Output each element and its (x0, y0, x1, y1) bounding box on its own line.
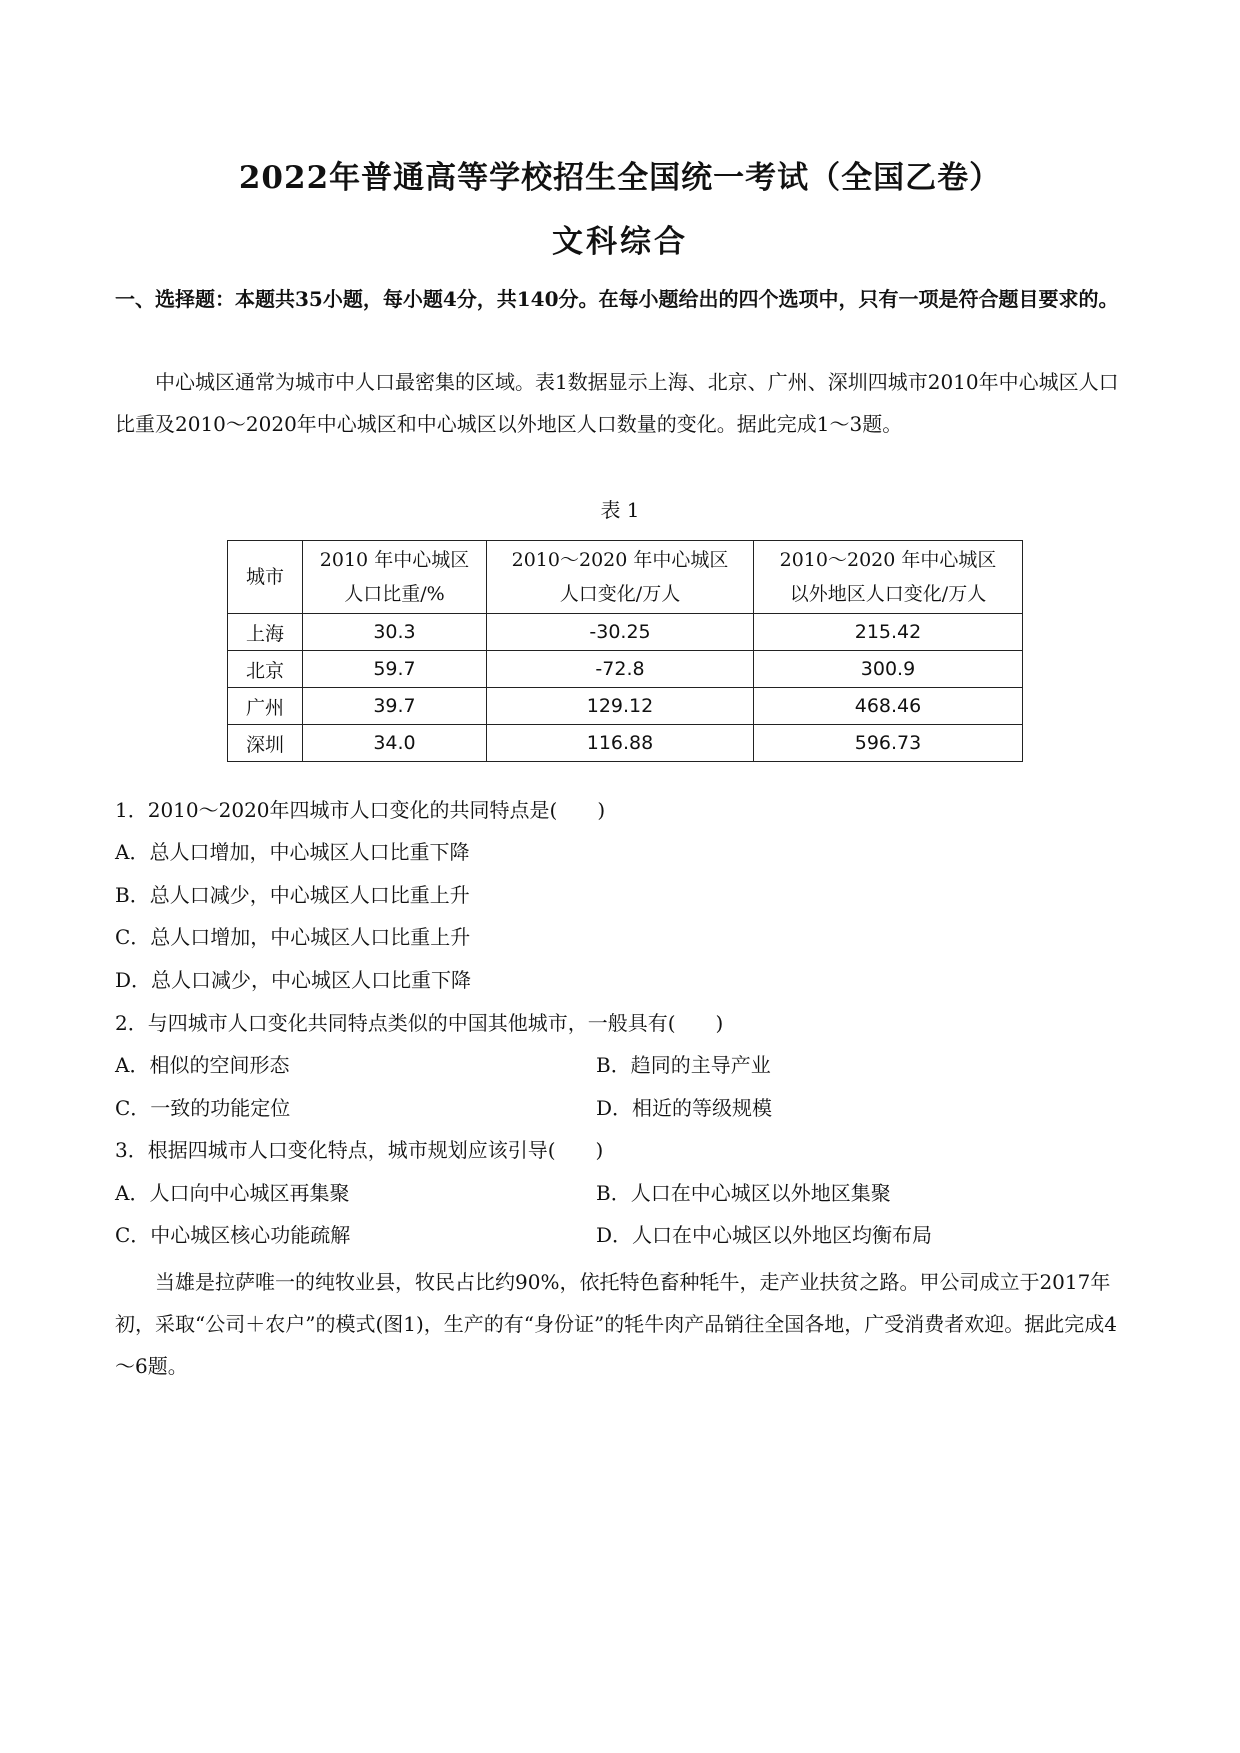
question-3-option-b: B．人口在中心城区以外地区集聚 (596, 1181, 891, 1205)
passage-2: 当雄是拉萨唯一的纯牧业县，牧民占比约90%，依托特色畜种牦牛，走产业扶贫之路。甲公司成立于2017年初，采取“公司＋农户”的模式(图1)，生产的有“身份证”的牦牛肉产品销往全国各地，广受消费者欢迎。据此完成4～6题。 (115, 1270, 1117, 1378)
cell-center-change: 116.88 (487, 725, 754, 762)
table-row (228, 614, 1023, 651)
data-table (227, 540, 1023, 762)
passage-1: 中心城区通常为城市中人口最密集的区域。表1数据显示上海、北京、广州、深圳四城市2010年中心城区人口比重及2010～2020年中心城区和中心城区以外地区人口数量的变化。据此完成1～3题。 (115, 370, 1119, 436)
cell-city: 北京 (228, 651, 303, 688)
cell-share: 30.3 (303, 614, 487, 651)
cell-share: 59.7 (303, 651, 487, 688)
question-2-option-d: D．相近的等级规模 (596, 1096, 773, 1120)
question-1-option-c: C．总人口增加，中心城区人口比重上升 (115, 925, 471, 949)
question-3-option-c: C．中心城区核心功能疏解 (115, 1223, 351, 1247)
question-1-option-b: B．总人口减少，中心城区人口比重上升 (115, 883, 470, 907)
header-city: 城市 (228, 541, 303, 614)
cell-center-change: -72.8 (487, 651, 754, 688)
cell-outer-change: 215.42 (754, 614, 1023, 651)
subject-title: 文科综合 (552, 224, 688, 260)
cell-share: 34.0 (303, 725, 487, 762)
header-share: 2010 年中心城区 人口比重/% (303, 541, 487, 614)
header-outer-change: 2010～2020 年中心城区 以外地区人口变化/万人 (754, 541, 1023, 614)
cell-city: 上海 (228, 614, 303, 651)
question-3-option-d: D．人口在中心城区以外地区均衡布局 (596, 1223, 933, 1247)
cell-center-change: -30.25 (487, 614, 754, 651)
table-caption: 表 1 (600, 498, 640, 522)
cell-outer-change: 468.46 (754, 688, 1023, 725)
question-1-option-a: A．总人口增加，中心城区人口比重下降 (115, 840, 470, 864)
table-row (228, 725, 1023, 762)
question-1-stem: 1．2010～2020年四城市人口变化的共同特点是( ) (115, 798, 606, 822)
table-row (228, 688, 1023, 725)
question-2-stem: 2．与四城市人口变化共同特点类似的中国其他城市，一般具有( ) (115, 1011, 724, 1035)
question-3-stem: 3．根据四城市人口变化特点，城市规划应该引导( ) (115, 1138, 604, 1162)
table-header-row (228, 541, 1023, 614)
cell-city: 广州 (228, 688, 303, 725)
section-heading: 一、选择题：本题共35小题，每小题4分，共140分。在每小题给出的四个选项中，只有一项是符合题目要求的。 (115, 287, 1119, 311)
question-1-option-d: D．总人口减少，中心城区人口比重下降 (115, 968, 472, 992)
exam-title: 2022年普通高等学校招生全国统一考试（全国乙卷） (238, 160, 1002, 196)
question-2-option-a: A．相似的空间形态 (115, 1053, 290, 1077)
cell-outer-change: 596.73 (754, 725, 1023, 762)
cell-city: 深圳 (228, 725, 303, 762)
table-row (228, 651, 1023, 688)
cell-outer-change: 300.9 (754, 651, 1023, 688)
question-2-option-c: C．一致的功能定位 (115, 1096, 291, 1120)
cell-share: 39.7 (303, 688, 487, 725)
cell-center-change: 129.12 (487, 688, 754, 725)
header-center-change: 2010～2020 年中心城区 人口变化/万人 (487, 541, 754, 614)
question-2-option-b: B．趋同的主导产业 (596, 1053, 771, 1077)
question-3-option-a: A．人口向中心城区再集聚 (115, 1181, 350, 1205)
